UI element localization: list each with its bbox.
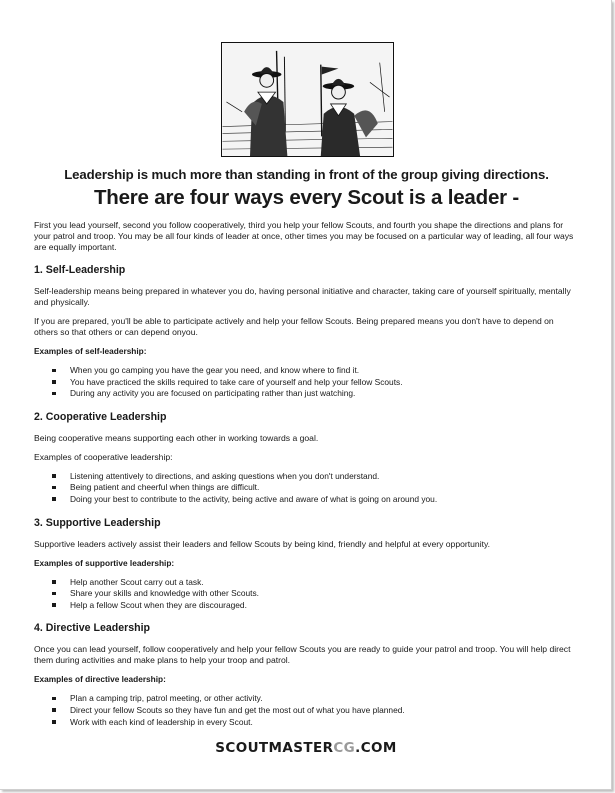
section-paragraph: Self-leadership means being prepared in whatever you do, having personal initiative and character, taking care of yourself spiritually, mentally and physically. — [34, 286, 571, 307]
list-item: Help a fellow Scout when they are discouraged. — [34, 600, 579, 612]
section-paragraph: Supportive leaders actively assist their leaders and fellow Scouts by being kind, friendly and helpful at every opportunity. — [34, 538, 491, 549]
examples-list — [34, 693, 579, 728]
section-paragraph: Once you can lead yourself, follow cooperatively and help your fellow Scouts you are ready to guide your patrol and troop. You will help direct them during activities and make plans to help your troop and patrol. — [34, 644, 571, 666]
list-item: Being patient and cheerful when things are difficult. — [34, 482, 579, 494]
logo-text-cg: CG — [333, 740, 356, 756]
list-item: Doing your best to contribute to the activity, being active and aware of what is going on around you. — [34, 494, 579, 506]
section-paragraph: Being cooperative means supporting each other in working towards a goal. — [34, 432, 319, 443]
list-item: Direct your fellow Scouts so they have fun and get the most out of what you have planned. — [34, 705, 579, 717]
page-subtitle: Leadership is much more than standing in front of the group giving directions. — [64, 167, 549, 182]
section-heading-directive-leadership: 4. Directive Leadership — [34, 622, 150, 635]
page-title: There are four ways every Scout is a leader - — [93, 186, 520, 209]
section-paragraph: If you are prepared, you'll be able to participate actively and help your fellow Scouts. Being prepared means you don't have to depend on others so that others or can depend onyou. — [34, 316, 554, 337]
list-item: Listening attentively to directions, and asking questions when you don't understand. — [34, 471, 579, 483]
list-item: Work with each kind of leadership in every Scout. — [34, 717, 579, 729]
list-item: Plan a camping trip, patrol meeting, or other activity. — [34, 693, 579, 705]
examples-label: Examples of self-leadership: — [34, 346, 147, 356]
examples-label: Examples of cooperative leadership: — [34, 451, 173, 462]
site-logo — [0, 740, 612, 756]
examples-label: Examples of supportive leadership: — [34, 557, 175, 568]
examples-list — [34, 365, 579, 400]
section-heading-self-leadership: 1. Self-Leadership — [34, 264, 126, 276]
examples-label: Examples of directive leadership: — [34, 674, 166, 685]
section-heading-cooperative-leadership: 2. Cooperative Leadership — [34, 410, 167, 423]
section-heading-supportive-leadership: 3. Supportive Leadership — [34, 516, 161, 529]
list-item: During any activity you are focused on participating rather than just watching. — [34, 388, 579, 400]
logo-text-scoutmaster: SCOUTMASTER — [215, 740, 334, 756]
examples-list — [34, 577, 579, 612]
logo-text-com: .COM — [355, 740, 397, 756]
scouts-illustration — [221, 42, 394, 157]
list-item: You have practiced the skills required to take care of yourself and help your fellow Scouts. — [34, 377, 579, 389]
examples-list — [34, 471, 579, 506]
list-item: Help another Scout carry out a task. — [34, 577, 579, 589]
intro-paragraph: First you lead yourself, second you follow cooperatively, third you help your fellow Scouts, and fourth you shape the directions and plans for your patrol and troop. You may be all four kinds of leader at once, other times you may be focused on a particular way of leading, all four ways are equally important. — [34, 220, 574, 252]
list-item: When you go camping you have the gear you need, and know where to find it. — [34, 365, 579, 377]
list-item: Share your skills and knowledge with other Scouts. — [34, 588, 579, 600]
article-body — [34, 166, 579, 734]
